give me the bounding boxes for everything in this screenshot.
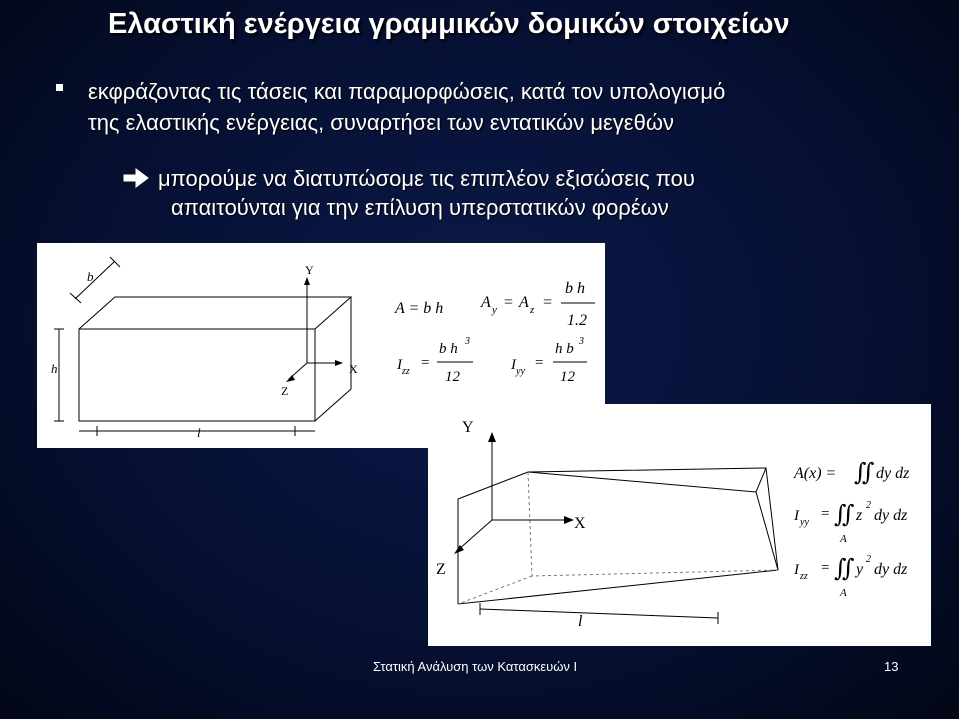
label-l-2: l bbox=[578, 613, 583, 630]
eq-ax-rhs: dy dz bbox=[876, 465, 910, 482]
eq-izz-2-sub: zz bbox=[800, 571, 808, 582]
axis-z-label: Z bbox=[281, 384, 289, 398]
eq-iyy-2-rhs: z bbox=[856, 507, 863, 524]
eq-izz-2-rhs: y bbox=[856, 561, 864, 578]
eq-izz-2-domain: A bbox=[840, 587, 847, 599]
eq-izz-2-eq: = bbox=[821, 560, 830, 576]
eq-izz: I bbox=[397, 357, 402, 373]
general-member-diagram bbox=[428, 404, 931, 646]
right-arrow-icon bbox=[122, 167, 150, 189]
eq-az-sub: z bbox=[530, 304, 535, 316]
label-l: l bbox=[197, 425, 201, 440]
eq-iyy-2: I bbox=[794, 508, 799, 524]
eq-iyy-2-sub: yy bbox=[800, 517, 809, 528]
eq-iyy-num: h b bbox=[555, 341, 574, 357]
eq-izz-2-exp: 2 bbox=[866, 554, 871, 565]
bullet-square-icon bbox=[56, 84, 63, 91]
eq-izz-exp: 3 bbox=[465, 336, 470, 347]
eq-izz-den: 12 bbox=[445, 369, 460, 385]
eq-iyy-sub: yy bbox=[516, 366, 525, 377]
para2-line1: μπορούμε να διατυπώσομε τις επιπλέον εξισώσεις που bbox=[158, 166, 695, 191]
eq-az-eq: = bbox=[543, 294, 553, 311]
eq-iyy-2-eq: = bbox=[821, 506, 830, 522]
axis-y-label-2: Y bbox=[462, 419, 474, 436]
axis-y-label: Y bbox=[305, 263, 314, 277]
eq-iyy: I bbox=[511, 357, 516, 373]
page-number: 13 bbox=[884, 659, 899, 674]
eq-iyy-2-rhs2: dy dz bbox=[874, 507, 908, 524]
eq-ay-den: 1.2 bbox=[567, 312, 587, 329]
label-b: b bbox=[87, 269, 94, 284]
eq-izz-2-rhs2: dy dz bbox=[874, 561, 908, 578]
eq-ax: A(x) = bbox=[794, 465, 837, 482]
eq-ay: A bbox=[481, 294, 491, 311]
axis-z-label-2: Z bbox=[436, 561, 446, 578]
eq-izz-2: I bbox=[794, 562, 799, 578]
eq-izz-eq: = bbox=[421, 355, 430, 371]
slide-title: Ελαστική ενέργεια γραμμικών δομικών στοιχείων bbox=[108, 8, 790, 40]
eq-ay-eq: = bbox=[504, 294, 514, 311]
label-h: h bbox=[51, 361, 58, 376]
footer-course-title: Στατική Ανάλυση των Κατασκευών Ι bbox=[373, 659, 578, 674]
arrow-paragraph bbox=[158, 164, 858, 222]
eq-izz-sub: zz bbox=[402, 366, 410, 377]
axis-x-label: X bbox=[349, 362, 358, 376]
eq-izz-2-int: ∬ bbox=[834, 556, 855, 582]
eq-iyy-eq: = bbox=[535, 355, 544, 371]
eq-az: A bbox=[519, 294, 529, 311]
eq-izz-num: b h bbox=[439, 341, 458, 357]
para1-line2: της ελαστικής ενέργειας, συναρτήσει των εντατικών μεγεθών bbox=[88, 110, 675, 135]
eq-ay-sub: y bbox=[492, 304, 497, 316]
eq-area: A = b h bbox=[395, 300, 444, 317]
axis-x-label-2: X bbox=[574, 515, 586, 532]
general-member-figure bbox=[428, 404, 931, 646]
para2-line2: απαιτούνται για την επίλυση υπερστατικών φορέων bbox=[171, 195, 669, 220]
eq-iyy-2-exp: 2 bbox=[866, 500, 871, 511]
eq-iyy-den: 12 bbox=[560, 369, 575, 385]
para1-line1: εκφράζοντας τις τάσεις και παραμορφώσεις, κατά τον υπολογισμό bbox=[88, 79, 726, 104]
eq-iyy-2-int: ∬ bbox=[834, 502, 855, 528]
eq-iyy-2-domain: A bbox=[840, 533, 847, 545]
eq-ax-int: ∬ bbox=[854, 460, 875, 486]
eq-ay-num: b h bbox=[565, 280, 585, 297]
bullet-paragraph bbox=[88, 76, 908, 138]
eq-iyy-exp: 3 bbox=[579, 336, 584, 347]
